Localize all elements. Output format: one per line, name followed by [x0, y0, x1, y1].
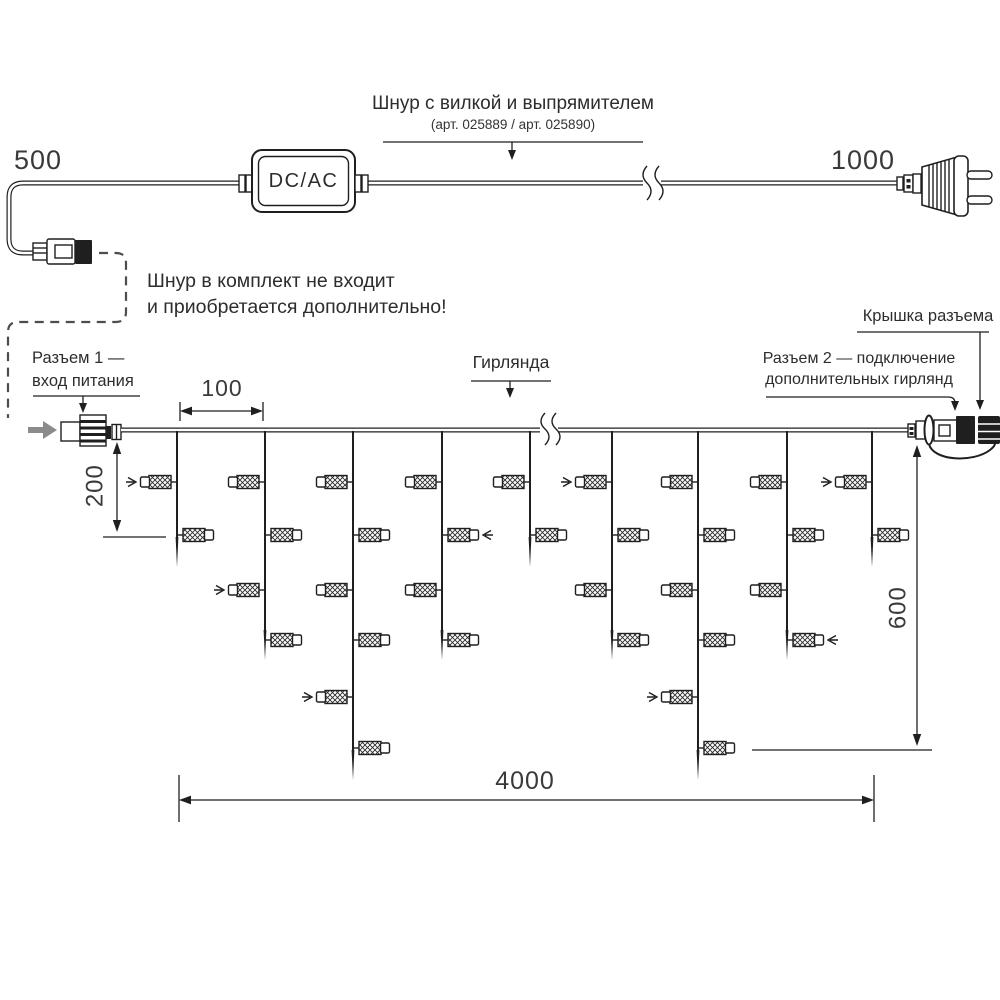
- direction-arrow-icon: [483, 531, 493, 540]
- led-bulb: [406, 476, 443, 489]
- led-bulb: [647, 691, 698, 704]
- led-bulb: [317, 476, 354, 489]
- led-bulb: [229, 476, 266, 489]
- dcac-label: DC/AC: [268, 169, 339, 192]
- led-bulb: [442, 529, 493, 542]
- direction-arrow-icon: [561, 478, 571, 487]
- connection-hint-arrow-icon: [28, 421, 57, 439]
- led-bulb: [265, 634, 302, 647]
- led-bulb: [698, 634, 735, 647]
- led-bulb: [821, 476, 872, 489]
- cord-end-connector: [33, 239, 92, 264]
- dim-label-1000: 1000: [831, 145, 896, 175]
- garland-drop: [494, 431, 567, 567]
- led-bulb: [353, 742, 390, 755]
- dimension-100: [180, 402, 263, 421]
- led-bulb: [177, 529, 214, 542]
- dim-label-600: 600: [884, 586, 912, 630]
- plug-prong: [967, 171, 992, 179]
- direction-arrow-icon: [214, 586, 224, 595]
- dim-label-100: 100: [201, 375, 243, 401]
- cord-articles: (арт. 025889 / арт. 025890): [430, 117, 596, 132]
- garland-drop: [821, 431, 909, 567]
- connector1-label-line2: вход питания: [32, 372, 134, 390]
- icicle-drops: [126, 431, 909, 780]
- output-connector: [908, 416, 1000, 459]
- led-bulb: [872, 529, 909, 542]
- connector2-label-line2: дополнительных гирлянд: [765, 371, 953, 388]
- garland-drop: [302, 431, 390, 780]
- not-included-connection-path: [8, 253, 126, 439]
- dimension-200: [103, 442, 166, 537]
- cord-title: Шнур с вилкой и выпрямителем: [372, 93, 654, 114]
- led-bulb: [406, 584, 443, 597]
- led-bulb: [698, 742, 735, 755]
- garland-assembly: [61, 413, 1000, 780]
- cord-title-leader: [383, 142, 643, 160]
- led-bulb: [302, 691, 353, 704]
- cord-note-line2: и приобретается дополнительно!: [147, 296, 447, 318]
- garland-drop: [126, 431, 214, 567]
- garland-drop: [751, 431, 839, 660]
- direction-arrow-icon: [647, 693, 657, 702]
- connector1-label-line1: Разъем 1 —: [32, 349, 125, 367]
- led-bulb: [698, 529, 735, 542]
- led-bulb: [787, 529, 824, 542]
- led-bulb: [214, 584, 265, 597]
- led-bulb: [442, 634, 479, 647]
- direction-arrow-icon: [821, 478, 831, 487]
- direction-arrow-icon: [302, 693, 312, 702]
- garland-label: Гирлянда: [472, 352, 550, 372]
- dim-label-4000: 4000: [495, 767, 555, 795]
- garland-drop: [647, 431, 735, 780]
- led-bulb: [353, 529, 390, 542]
- cap-label: Крышка разъема: [862, 307, 994, 325]
- direction-arrow-icon: [828, 636, 838, 645]
- dim-label-500: 500: [14, 145, 63, 175]
- led-bulb: [561, 476, 612, 489]
- led-bulb: [662, 476, 699, 489]
- power-plug: [897, 156, 992, 216]
- led-bulb: [530, 529, 567, 542]
- plug-prong: [967, 196, 992, 204]
- led-bulb: [353, 634, 390, 647]
- cord-note-line1: Шнур в комплект не входит: [147, 270, 395, 292]
- garland-drop: [214, 431, 302, 660]
- dim-label-200: 200: [81, 464, 109, 508]
- led-bulb: [494, 476, 531, 489]
- led-bulb: [662, 584, 699, 597]
- led-bulb: [612, 529, 649, 542]
- garland-drop: [406, 431, 494, 660]
- led-bulb: [265, 529, 302, 542]
- direction-arrow-icon: [126, 478, 136, 487]
- led-bulb: [751, 584, 788, 597]
- led-bulb: [751, 476, 788, 489]
- connector2-label-line1: Разъем 2 — подключение: [762, 350, 956, 367]
- led-bulb: [317, 584, 354, 597]
- input-connector: [61, 415, 121, 446]
- led-bulb: [612, 634, 649, 647]
- led-bulb: [787, 634, 838, 647]
- garland-drop: [561, 431, 649, 660]
- led-bulb: [126, 476, 177, 489]
- led-bulb: [576, 584, 613, 597]
